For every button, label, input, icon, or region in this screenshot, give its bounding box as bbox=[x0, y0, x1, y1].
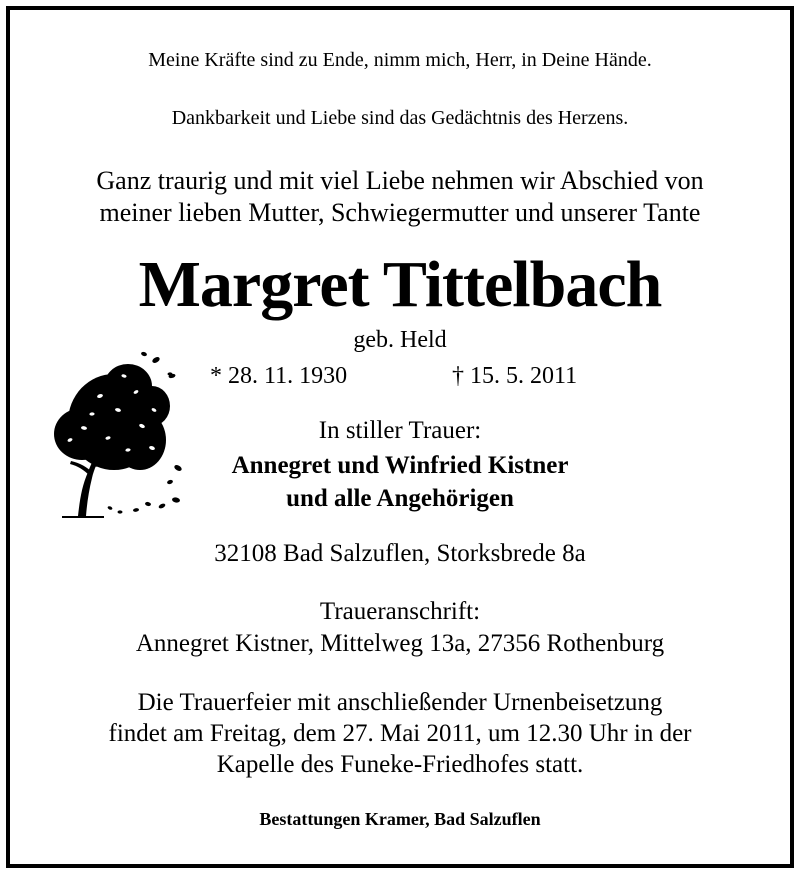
quote-2: Dankbarkeit und Liebe sind das Gedächtnis des Herzens. bbox=[171, 107, 629, 129]
service-line-1: Die Trauerfeier mit anschließender Urnenbeisetzung bbox=[137, 689, 663, 716]
death-date: † 15. 5. 2011 bbox=[452, 363, 578, 389]
intro-line-2: meiner lieben Mutter, Schwiegermutter und unserer Tante bbox=[99, 198, 701, 227]
home-address: 32108 Bad Salzuflen, Storksbrede 8a bbox=[214, 540, 586, 567]
service-line-3: Kapelle des Funeke-Friedhofes statt. bbox=[216, 751, 584, 778]
mourning-label: In stiller Trauer: bbox=[318, 417, 482, 444]
quote-1: Meine Kräfte sind zu Ende, nimm mich, Herr, in Deine Hände. bbox=[148, 49, 652, 71]
mourners-line-2: und alle Angehörigen bbox=[286, 485, 514, 512]
condolence-address-label: Traueranschrift: bbox=[319, 598, 481, 625]
deceased-name: Margret Tittelbach bbox=[138, 248, 662, 321]
birth-date: * 28. 11. 1930 bbox=[210, 363, 348, 389]
intro-line-1: Ganz traurig und mit viel Liebe nehmen wir Abschied von bbox=[96, 166, 704, 195]
mourners-line-1: Annegret und Winfried Kistner bbox=[231, 452, 569, 479]
service-line-2: findet am Freitag, dem 27. Mai 2011, um 12.30 Uhr in der bbox=[108, 720, 692, 747]
birth-name: geb. Held bbox=[353, 327, 447, 353]
condolence-address: Annegret Kistner, Mittelweg 13a, 27356 Rothenburg bbox=[135, 630, 665, 657]
funeral-home: Bestattungen Kramer, Bad Salzuflen bbox=[259, 809, 541, 829]
